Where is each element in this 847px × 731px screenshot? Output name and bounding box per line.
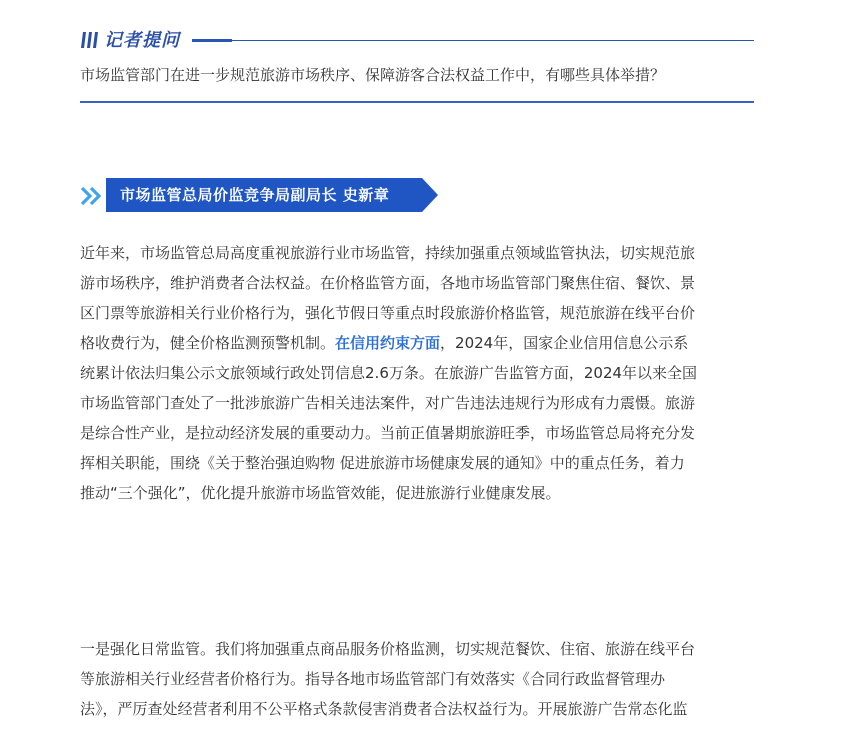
speaker-label-box <box>106 178 438 212</box>
paragraph-line: 游市场秩序，维护消费者合法权益。在价格监管方面，各地市场监管部门聚焦住宿、餐饮、景 <box>80 274 696 292</box>
paragraph-text: 格收费行为，健全价格监测预警机制。 <box>80 334 336 352</box>
paragraph-line: 市场监管部门查处了一批涉旅游广告相关违法案件，对广告违法违规行为形成有力震慑。旅游 <box>80 394 696 412</box>
section-title: 记者提问 <box>104 30 180 51</box>
paragraph-line: 挥相关职能，围绕《关于整治强迫购物 促进旅游市场健康发展的通知》中的重点任务，着力 <box>80 454 685 472</box>
double-chevron-right-icon <box>80 186 102 206</box>
highlight-text: 在信用约束方面 <box>335 334 441 352</box>
reporter-question-header <box>80 28 754 54</box>
paragraph-line <box>80 328 760 358</box>
paragraph-line: 法》，严厉查处经营者利用不公平格式条款侵害消费者合法权益行为。开展旅游广告常态化监 <box>80 700 688 718</box>
paragraph-line: 推动“三个强化”，优化提升旅游市场监管效能，促进旅游行业健康发展。 <box>80 484 561 502</box>
paragraph-line: 等旅游相关行业经营者价格行为。指导各地市场监管部门有效落实《合同行政监督管理办 <box>80 670 666 688</box>
speaker-label: 市场监管总局价监竞争局副局长 史新章 <box>120 186 390 204</box>
answer-paragraph-2 <box>80 634 760 724</box>
question-text: 市场监管部门在进一步规范旅游市场秩序、保障游客合法权益工作中，有哪些具体举措？ <box>80 66 666 84</box>
paragraph-line: 近年来，市场监管总局高度重视旅游行业市场监管，持续加强重点领域监管执法，切实规范旅 <box>80 244 696 262</box>
question-bottom-divider <box>80 101 754 103</box>
paragraph-line: 区门票等旅游相关行业价格行为，强化节假日等重点时段旅游价格监管，规范旅游在线平台价 <box>80 304 696 322</box>
slash-bars-icon <box>80 30 100 50</box>
answer-paragraph-1 <box>80 238 760 508</box>
speaker-banner <box>80 178 440 214</box>
paragraph-line: 统累计依法归集公示文旅领域行政处罚信息2.6万条。在旅游广告监管方面，2024年以来全国 <box>80 364 698 382</box>
paragraph-line: 是综合性产业，是拉动经济发展的重要动力。当前正值暑期旅游旺季，市场监管总局将充分发 <box>80 424 696 442</box>
paragraph-text: ，2024年，国家企业信用信息公示系 <box>440 334 689 352</box>
header-divider <box>192 40 754 41</box>
paragraph-line: 一是强化日常监管。我们将加强重点商品服务价格监测，切实规范餐饮、住宿、旅游在线平台 <box>80 640 696 658</box>
